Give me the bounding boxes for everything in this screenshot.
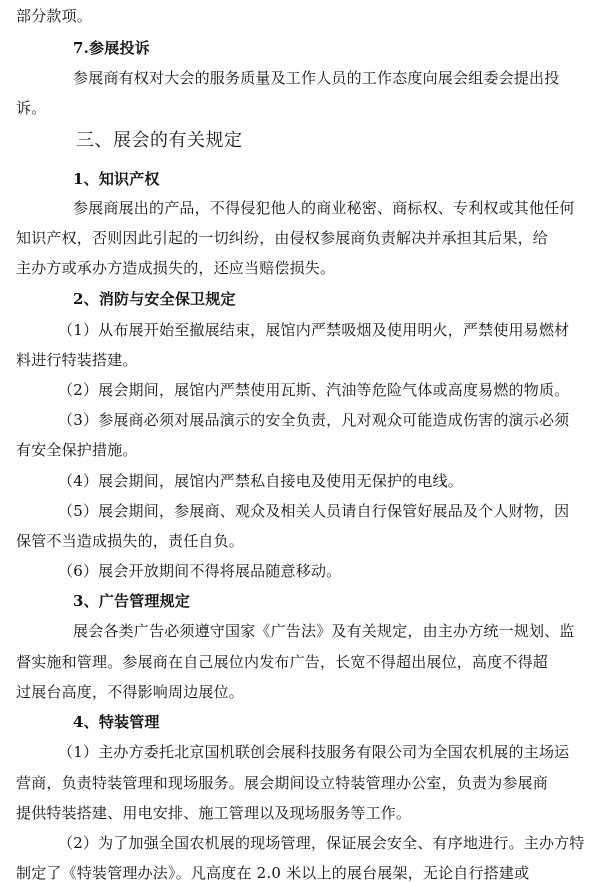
text-line: （5）展会期间，参展商、观众及相关人员请自行保管好展品及个人财物，因: [58, 502, 570, 520]
text-line: 督实施和管理。参展商在自己展位内发布广告，长宽不得超出展位，高度不得超: [16, 653, 549, 671]
section-heading: 4、特装管理: [73, 713, 160, 731]
text-line: 提供特装搭建、用电安排、施工管理以及现场服务等工作。: [16, 804, 412, 822]
section-heading: 7.参展投诉: [73, 39, 150, 57]
text-line: 料进行特装搭建。: [16, 351, 138, 369]
text-line: （6）展会开放期间不得将展品随意移动。: [58, 562, 342, 580]
text-line: （2）为了加强全国农机展的现场管理，保证展会安全、有序地进行。主办方特: [58, 834, 585, 852]
text-line: 主办方或承办方造成损失的，还应当赔偿损失。: [16, 259, 336, 277]
text-line: 保管不当造成损失的，责任自负。: [16, 532, 245, 550]
text-line: （3）参展商必须对展品演示的安全负责，凡对观众可能造成伤害的演示必须: [58, 411, 570, 429]
section-heading: 3、广告管理规定: [73, 592, 191, 610]
chapter-heading: 三、展会的有关规定: [76, 130, 243, 151]
text-line: 参展商展出的产品，不得侵犯他人的商业秘密、商标权、专利权或其他任何: [73, 199, 575, 217]
text-line: （1）主办方委托北京国机联创会展科技服务有限公司为全国农机展的主场运: [58, 743, 570, 761]
text-line: （4）展会期间，展馆内严禁私自接电及使用无保护的电线。: [58, 472, 463, 490]
text-line: 展会各类广告必须遵守国家《广告法》及有关规定，由主办方统一规划、监: [73, 622, 575, 640]
text-line: 诉。: [16, 99, 47, 117]
text-line: （1）从布展开始至撤展结束，展馆内严禁吸烟及使用明火，严禁使用易燃材: [58, 321, 570, 339]
text-line: （2）展会期间，展馆内严禁使用瓦斯、汽油等危险气体或高度易燃的物质。: [58, 381, 570, 399]
text-line: 过展台高度，不得影响周边展位。: [16, 683, 245, 701]
text-line: 营商，负责特装管理和现场服务。展会期间设立特装管理办公室，负责为参展商: [16, 774, 549, 792]
section-heading: 2、消防与安全保卫规定: [73, 290, 236, 308]
text-line: 部分款项。: [16, 7, 93, 25]
text-line: 知识产权，否则因此引起的一切纠纷，由侵权参展商负责解决并承担其后果，给: [16, 229, 549, 247]
text-line: 有安全保护措施。: [16, 441, 138, 459]
text-line: 制定了《特装管理办法》。凡高度在 2.0 米以上的展台展架，无论自行搭建或: [16, 864, 530, 882]
text-line: 参展商有权对大会的服务质量及工作人员的工作态度向展会组委会提出投: [73, 69, 560, 87]
section-heading: 1、知识产权: [73, 170, 160, 188]
